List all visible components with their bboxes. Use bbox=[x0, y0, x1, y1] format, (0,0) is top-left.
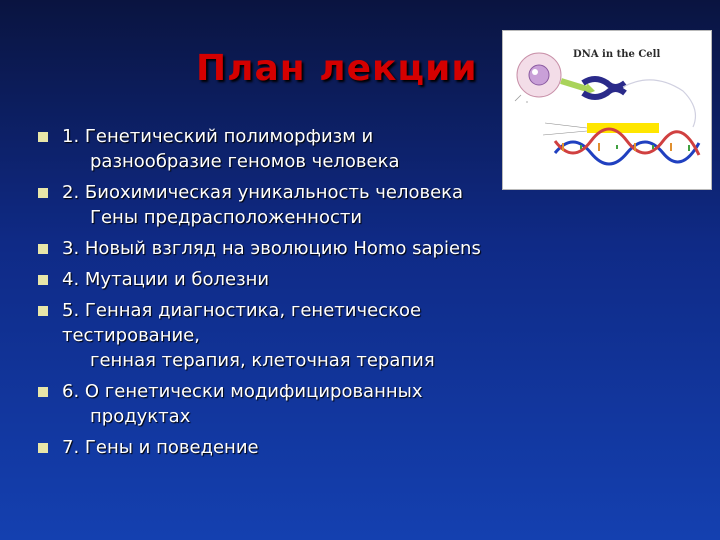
bullet-square-icon bbox=[38, 244, 48, 254]
bullet-text: 6. О генетически модифицированных bbox=[62, 381, 423, 402]
bullet-square-icon bbox=[38, 132, 48, 142]
bullet-square-icon bbox=[38, 387, 48, 397]
bullet-text: тестирование, bbox=[62, 325, 200, 346]
bullet-item bbox=[36, 435, 596, 460]
bullet-text: 2. Биохимическая уникальность человека bbox=[62, 182, 464, 203]
bullet-subtext: разнообразие геномов человека bbox=[90, 151, 400, 172]
bullet-text: 4. Мутации и болезни bbox=[62, 269, 270, 290]
bullet-square-icon bbox=[38, 306, 48, 316]
bullet-item bbox=[36, 267, 596, 292]
chromosome-icon bbox=[583, 79, 695, 127]
bullet-square-icon bbox=[38, 275, 48, 285]
bullet-subtext: Гены предрасположенности bbox=[90, 207, 363, 228]
bullet-text: 5. Генная диагностика, генетическое bbox=[62, 300, 422, 321]
dna-helix-icon bbox=[555, 129, 699, 164]
bullet-text: 3. Новый взгляд на эволюцию Homo sapiens bbox=[62, 238, 481, 259]
bullet-square-icon bbox=[38, 188, 48, 198]
dna-illustration bbox=[503, 31, 711, 189]
figure-title: DNA in the Cell bbox=[573, 49, 661, 60]
bullet-text: 7. Гены и поведение bbox=[62, 437, 259, 458]
bullet-text: 1. Генетический полиморфизм и bbox=[62, 126, 374, 147]
dna-figure bbox=[502, 30, 712, 190]
slide-title: План лекции bbox=[196, 48, 478, 89]
bullet-subtext: продуктах bbox=[90, 406, 191, 427]
bullet-subtext: генная терапия, клеточная терапия bbox=[90, 350, 435, 371]
bullet-item bbox=[36, 236, 596, 261]
bullet-item bbox=[36, 379, 596, 429]
bullet-square-icon bbox=[38, 443, 48, 453]
bullet-item bbox=[36, 298, 596, 373]
cell-icon bbox=[515, 53, 561, 103]
